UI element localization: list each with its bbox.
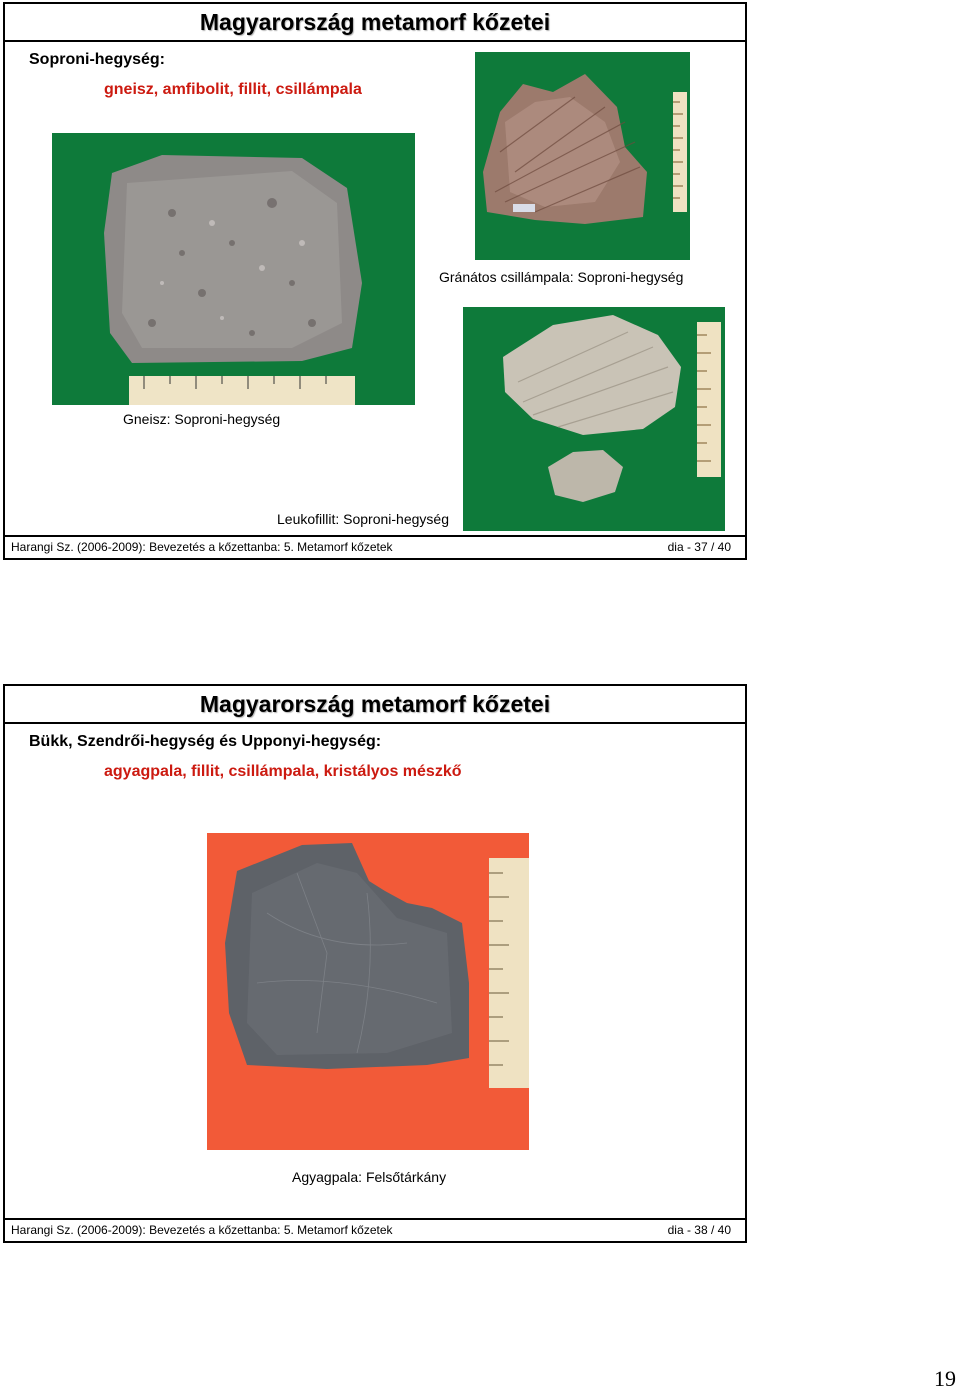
leucophyllite-photo [463, 307, 725, 531]
rock-list: agyagpala, fillit, csillámpala, kristályos mészkő [104, 763, 462, 780]
page-number: 19 [934, 1366, 956, 1391]
slide-title: Magyarország metamorf kőzetei [5, 686, 745, 724]
slide-38 [3, 684, 747, 1243]
slide-title: Magyarország metamorf kőzetei [5, 4, 745, 42]
slate-caption: Agyagpala: Felsőtárkány [292, 1169, 447, 1185]
garnet-schist-caption: Gránátos csillámpala: Soproni-hegység [439, 269, 684, 285]
footer-slide-counter: dia - 38 / 40 [667, 1223, 731, 1237]
slide-37 [3, 2, 747, 560]
footer-citation: Harangi Sz. (2006-2009): Bevezetés a kőzettanba: 5. Metamorf kőzetek [11, 540, 393, 554]
footer-slide-counter: dia - 37 / 40 [667, 540, 731, 554]
footer-citation: Harangi Sz. (2006-2009): Bevezetés a kőzettanba: 5. Metamorf kőzetek [11, 1223, 393, 1237]
gneiss-photo [52, 133, 415, 405]
slate-photo [207, 833, 529, 1150]
rock-list: gneisz, amfibolit, fillit, csillámpala [104, 81, 362, 98]
garnet-schist-photo [475, 52, 690, 260]
leucophyllite-caption: Leukofillit: Soproni-hegység [277, 511, 449, 527]
region-heading: Soproni-hegység: [29, 51, 166, 68]
slide-footer [5, 535, 745, 558]
slide-footer [5, 1218, 745, 1241]
region-heading: Bükk, Szendrői-hegység és Upponyi-hegység: [29, 733, 382, 750]
gneiss-caption: Gneisz: Soproni-hegység [123, 411, 281, 427]
